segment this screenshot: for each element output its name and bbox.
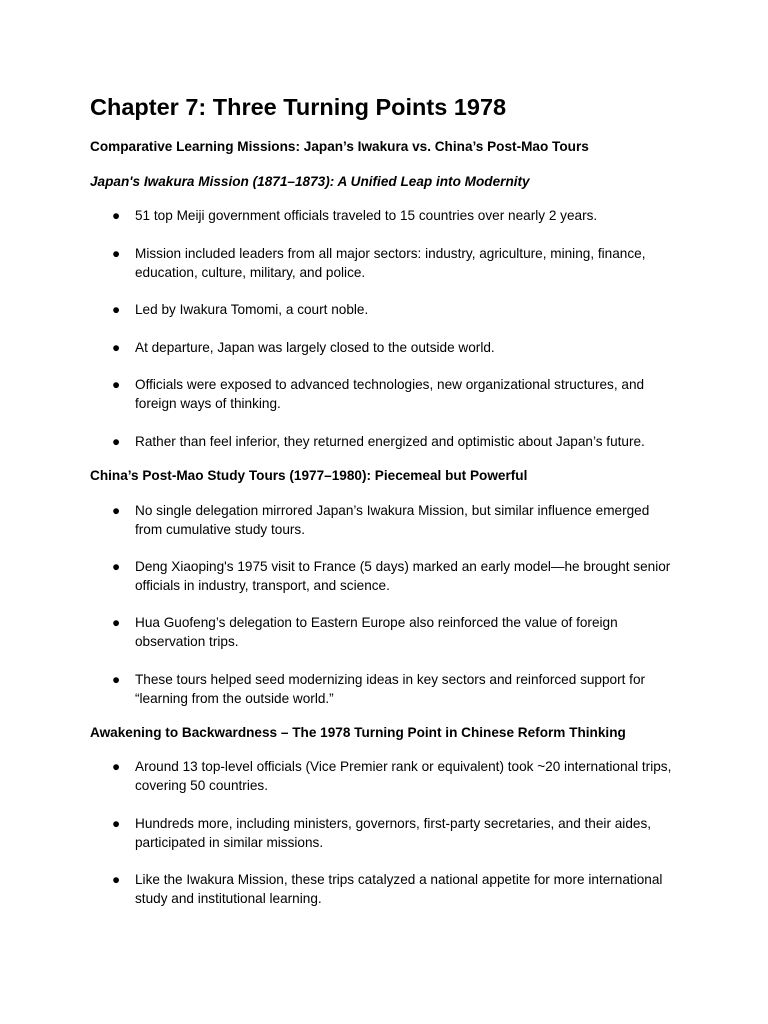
- bullet-icon: ●: [112, 302, 121, 317]
- bullet-icon: ●: [112, 246, 121, 261]
- list-item-text: Hua Guofeng’s delegation to Eastern Europe also reinforced the value of foreign observation trips.: [135, 615, 618, 649]
- bullet-icon: ●: [112, 434, 121, 449]
- section-heading-post-mao-tours: China’s Post-Mao Study Tours (1977–1980): Piecemeal but Powerful: [90, 468, 528, 483]
- list-item-text: Hundreds more, including ministers, governors, first-party secretaries, and their aides, participated in similar missions.: [135, 816, 652, 850]
- bullet-icon: ●: [112, 503, 121, 518]
- bullet-icon: ●: [112, 816, 121, 831]
- list-item-text: No single delegation mirrored Japan’s Iwakura Mission, but similar influence emerged from cumulative study tours.: [135, 503, 650, 537]
- bullet-icon: ●: [112, 208, 121, 223]
- bullet-icon: ●: [112, 340, 121, 355]
- bullet-icon: ●: [112, 872, 121, 887]
- list-item-text: Officials were exposed to advanced technologies, new organizational structures, and foreign ways of thinking.: [135, 377, 645, 411]
- list-item-text: At departure, Japan was largely closed to the outside world.: [135, 340, 495, 355]
- chapter-title: Chapter 7: Three Turning Points 1978: [90, 94, 507, 120]
- section-heading-comparative-learning: Comparative Learning Missions: Japan’s Iwakura vs. China’s Post-Mao Tours: [90, 139, 589, 154]
- list-item-text: Like the Iwakura Mission, these trips catalyzed a national appetite for more international study and institutional learning.: [135, 872, 663, 906]
- list-item-text: Mission included leaders from all major sectors: industry, agriculture, mining, finance, education, culture, military, and police.: [135, 246, 646, 280]
- list-item-text: Rather than feel inferior, they returned energized and optimistic about Japan’s future.: [135, 434, 645, 449]
- bullet-icon: ●: [112, 559, 121, 574]
- list-item-text: These tours helped seed modernizing ideas in key sectors and reinforced support for “learning from the outside world.”: [135, 672, 646, 706]
- bullet-icon: ●: [112, 377, 121, 392]
- list-item-text: Led by Iwakura Tomomi, a court noble.: [135, 302, 369, 317]
- list-item-text: Deng Xiaoping's 1975 visit to France (5 days) marked an early model—he brought senior officials in industry, transport, and science.: [135, 559, 671, 593]
- section-heading-awakening: Awakening to Backwardness – The 1978 Turning Point in Chinese Reform Thinking: [90, 725, 626, 740]
- subheading-iwakura-mission: Japan's Iwakura Mission (1871–1873): A Unified Leap into Modernity: [90, 174, 530, 189]
- bullet-icon: ●: [112, 759, 121, 774]
- bullet-icon: ●: [112, 615, 121, 630]
- list-item-text: 51 top Meiji government officials traveled to 15 countries over nearly 2 years.: [135, 208, 598, 223]
- list-item-text: Around 13 top-level officials (Vice Premier rank or equivalent) took ~20 international trips, covering 50 countries.: [135, 759, 672, 793]
- bullet-icon: ●: [112, 672, 121, 687]
